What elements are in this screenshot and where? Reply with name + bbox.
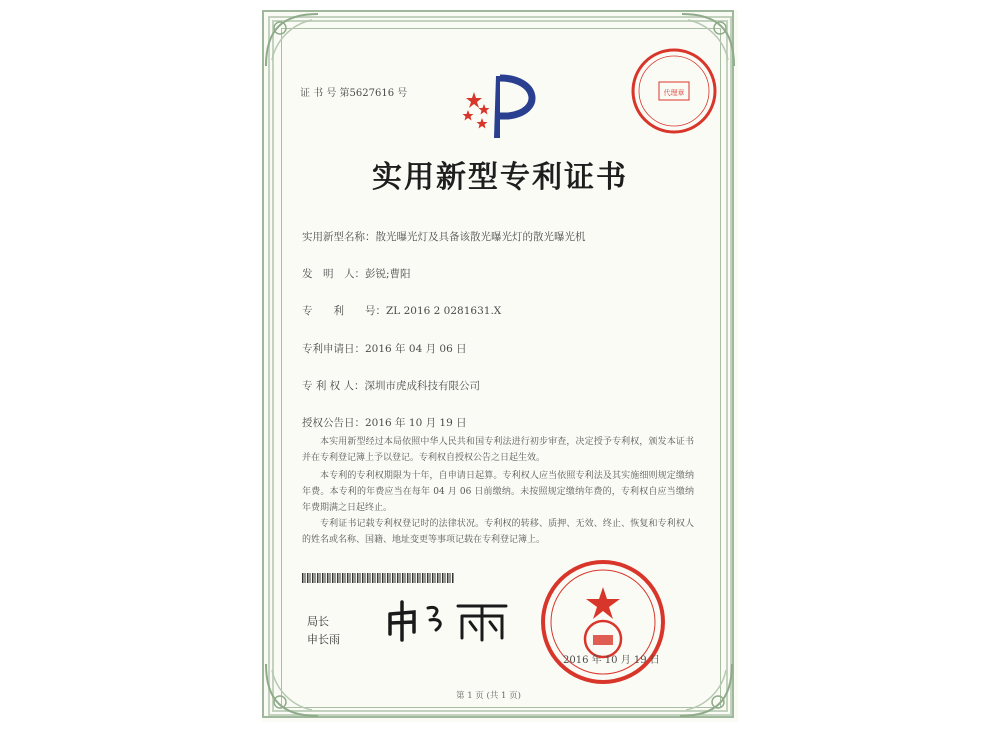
body-paragraph: 本专利的专利权期限为十年，自申请日起算。专利权人应当依照专利法及其实施细则规定缴纳年费。本专利的年费应当在每年 04 月 06 日前缴纳。未按照规定缴纳年费的，专利权自应当缴纳年费期满之日起终止。 [302,471,694,513]
certificate-title: 实用新型专利证书 [372,160,628,195]
signatory-name: 申长雨 [307,633,340,646]
national-ip-office-seal-icon [538,557,668,687]
signature [384,596,514,642]
certificate-number: 证 书 号 第5627616 号 [300,88,408,99]
field-value: 2016 年 04 月 06 日 [365,343,467,355]
svg-text:代理章: 代理章 [663,89,685,97]
field-label: 授权公告日： [302,417,365,429]
field-row [302,266,411,281]
body-paragraph: 本实用新型经过本局依照中华人民共和国专利法进行初步审查，决定授予专利权，颁发本证书并在专利登记簿上予以登记。专利权自授权公告之日起生效。 [302,437,694,463]
corner-ornament-icon [676,660,736,720]
field-row [302,378,480,393]
field-label: 专 利 权 人： [302,380,365,392]
field-row [302,341,467,356]
patent-office-emblem-icon [458,72,548,138]
field-label: 专 利 号： [302,305,386,317]
issue-date: 2016 年 10 月 19 日 [563,655,660,666]
corner-ornament-icon [262,10,322,70]
page-footer: 第 1 页 (共 1 页) [456,691,521,701]
agency-seal-icon [629,46,719,136]
field-value: 2016 年 10 月 19 日 [365,417,467,429]
field-value: 深圳市虎成科技有限公司 [364,380,481,392]
field-row [302,303,501,318]
field-value: 散光曝光灯及具备该散光曝光灯的散光曝光机 [375,231,586,243]
field-row [302,229,586,244]
signatory-title: 局长 [307,615,329,628]
field-label: 发 明 人： [302,268,365,280]
field-row [302,415,467,430]
barcode [302,573,454,583]
field-value: ZL 2016 2 0281631.X [386,305,502,317]
body-paragraph: 专利证书记载专利权登记时的法律状况。专利权的转移、质押、无效、终止、恢复和专利权人的姓名或名称、国籍、地址变更等事项记载在专利登记簿上。 [302,519,694,545]
field-value: 彭锐;曹阳 [365,268,411,280]
field-label: 专利申请日： [302,343,365,355]
corner-ornament-icon [262,660,322,720]
field-label: 实用新型名称： [302,231,376,243]
